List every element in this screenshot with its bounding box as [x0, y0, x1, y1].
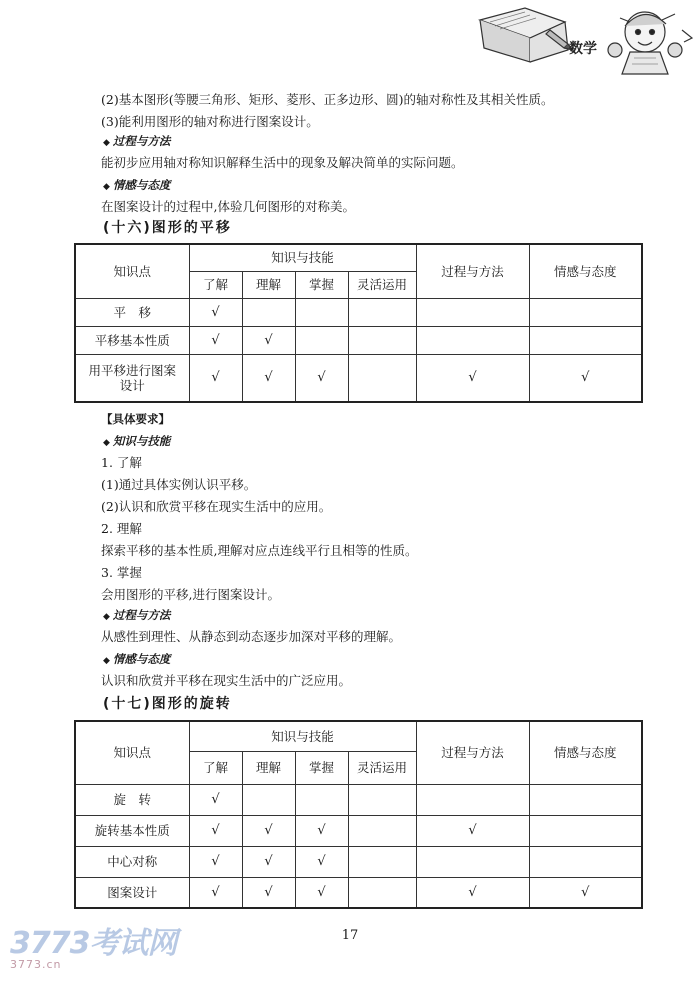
check-apply: [348, 326, 416, 354]
check-comprehend: [242, 298, 295, 326]
check-emotion: [529, 815, 642, 846]
check-emotion: [529, 326, 642, 354]
header-comprehend: 理解: [242, 751, 295, 784]
diamond-icon: ◆: [103, 612, 110, 622]
diamond-icon: ◆: [103, 656, 110, 666]
table-row: [75, 815, 642, 846]
rotation-table: [74, 720, 643, 909]
check-apply: [348, 298, 416, 326]
watermark-logo: [10, 918, 177, 971]
check-process: [416, 784, 529, 815]
check-understand: √: [189, 846, 242, 877]
emotion-text: 认识和欣赏并平移在现实生活中的广泛应用。: [101, 673, 352, 688]
check-process: √: [416, 354, 529, 402]
check-master: [295, 784, 348, 815]
section-16-title: (十六)图形的平移: [103, 220, 232, 236]
level-2-item: 探索平移的基本性质,理解对应点连线平行且相等的性质。: [101, 543, 418, 558]
check-process: [416, 846, 529, 877]
table-row: [75, 784, 642, 815]
check-comprehend: [242, 784, 295, 815]
check-comprehend: √: [242, 815, 295, 846]
check-emotion: [529, 298, 642, 326]
check-comprehend: √: [242, 326, 295, 354]
header-emotion-attitude: 情感与态度: [529, 244, 642, 298]
check-master: √: [295, 877, 348, 908]
watermark-site: 3773.cn: [10, 958, 62, 971]
requirements-heading: 【具体要求】: [101, 412, 170, 426]
process-heading: ◆ 过程与方法: [103, 608, 171, 622]
row-name: 图案设计: [75, 877, 189, 908]
watermark-brand: 3773考试网: [10, 926, 177, 961]
header-knowledge-skill: 知识与技能: [189, 721, 416, 751]
diamond-icon: ◆: [103, 182, 110, 192]
intro-line-3: (3)能利用图形的轴对称进行图案设计。: [101, 114, 319, 129]
intro-line-2: (2)基本图形(等腰三角形、矩形、菱形、正多边形、圆)的轴对称性及其相关性质。: [101, 92, 554, 107]
skill-heading: ◆ 知识与技能: [103, 434, 171, 448]
header-flexible-apply: 灵活运用: [348, 271, 416, 298]
row-name: 平移基本性质: [75, 326, 189, 354]
process-text: 从感性到理性、从静态到动态逐步加深对平移的理解。: [101, 629, 402, 644]
row-name-line: 用平移进行图案: [88, 362, 176, 378]
check-understand: √: [189, 877, 242, 908]
row-name: [75, 354, 189, 402]
intro-emotion-heading: ◆ 情感与态度: [103, 178, 171, 192]
check-master: [295, 298, 348, 326]
header-understand: 了解: [189, 271, 242, 298]
diamond-icon: ◆: [103, 138, 110, 148]
header-understand: 了解: [189, 751, 242, 784]
row-name: 中心对称: [75, 846, 189, 877]
check-master: √: [295, 815, 348, 846]
header-knowledge-point: 知识点: [75, 244, 189, 298]
level-2-title: 2. 理解: [101, 521, 142, 536]
subject-label: 数学: [569, 41, 597, 57]
check-emotion: [529, 846, 642, 877]
intro-process-heading: ◆ 过程与方法: [103, 134, 171, 148]
check-apply: [348, 846, 416, 877]
check-comprehend: √: [242, 877, 295, 908]
level-1-title: 1. 了解: [101, 455, 142, 470]
header-process-method: 过程与方法: [416, 244, 529, 298]
check-understand: √: [189, 784, 242, 815]
header-knowledge-point: 知识点: [75, 721, 189, 784]
check-apply: [348, 354, 416, 402]
section-17-title: (十七)图形的旋转: [103, 696, 232, 712]
emotion-heading: ◆ 情感与态度: [103, 652, 171, 666]
check-emotion: √: [529, 354, 642, 402]
row-name: 旋转基本性质: [75, 815, 189, 846]
row-name-line: 设计: [119, 377, 145, 393]
level-1-item-1: (1)通过具体实例认识平移。: [101, 477, 257, 492]
translation-table: [74, 243, 643, 403]
header-emotion-attitude: 情感与态度: [529, 721, 642, 784]
row-name: 旋 转: [75, 784, 189, 815]
check-process: √: [416, 815, 529, 846]
table-row: [75, 846, 642, 877]
header-master: 掌握: [295, 271, 348, 298]
check-emotion: √: [529, 877, 642, 908]
page-number: 17: [341, 928, 359, 943]
check-comprehend: √: [242, 846, 295, 877]
check-master: √: [295, 354, 348, 402]
header-comprehend: 理解: [242, 271, 295, 298]
table-row: [75, 298, 642, 326]
table-row: [75, 326, 642, 354]
header-master: 掌握: [295, 751, 348, 784]
check-process: [416, 326, 529, 354]
row-name: 平 移: [75, 298, 189, 326]
check-apply: [348, 877, 416, 908]
header-process-method: 过程与方法: [416, 721, 529, 784]
check-understand: √: [189, 326, 242, 354]
table-row: [75, 354, 642, 402]
check-understand: √: [189, 815, 242, 846]
check-master: √: [295, 846, 348, 877]
intro-emotion-text: 在图案设计的过程中,体验几何图形的对称美。: [101, 199, 355, 214]
check-understand: √: [189, 354, 242, 402]
check-apply: [348, 815, 416, 846]
header-flexible-apply: 灵活运用: [348, 751, 416, 784]
check-process: [416, 298, 529, 326]
level-1-item-2: (2)认识和欣赏平移在现实生活中的应用。: [101, 499, 332, 514]
check-master: [295, 326, 348, 354]
check-comprehend: √: [242, 354, 295, 402]
diamond-icon: ◆: [103, 438, 110, 448]
check-understand: √: [189, 298, 242, 326]
header-knowledge-skill: 知识与技能: [189, 244, 416, 271]
check-emotion: [529, 784, 642, 815]
intro-process-text: 能初步应用轴对称知识解释生活中的现象及解决简单的实际问题。: [101, 155, 464, 170]
table-row: [75, 877, 642, 908]
level-3-item: 会用图形的平移,进行图案设计。: [101, 587, 280, 602]
level-3-title: 3. 掌握: [101, 565, 142, 580]
check-process: √: [416, 877, 529, 908]
check-apply: [348, 784, 416, 815]
